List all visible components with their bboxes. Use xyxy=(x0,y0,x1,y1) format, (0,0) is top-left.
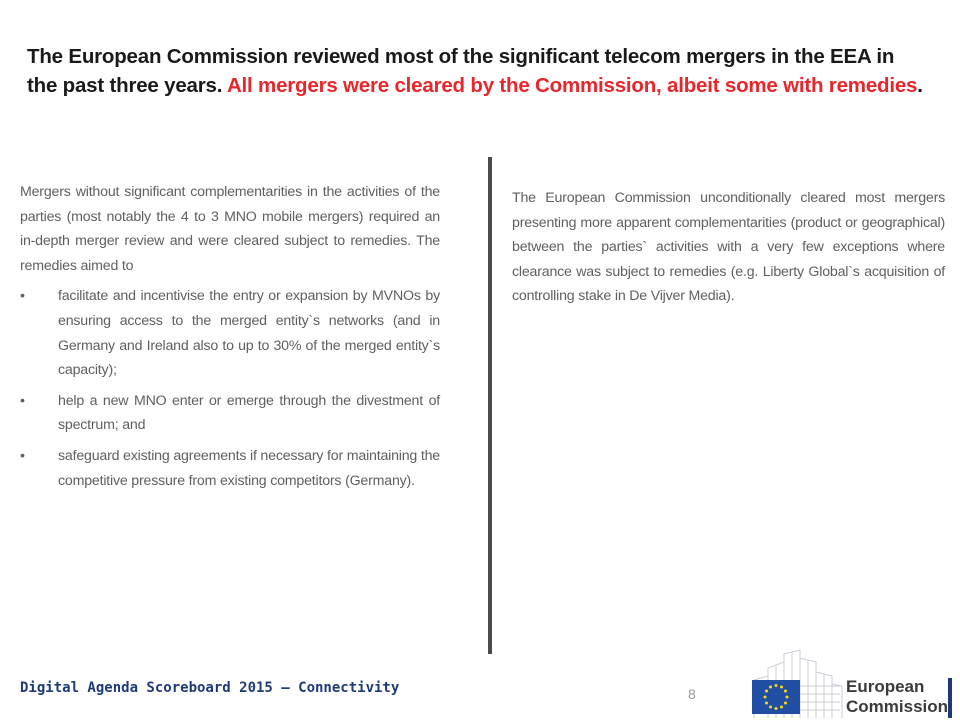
footer-label: Digital Agenda Scoreboard 2015 – Connectivity xyxy=(20,680,400,696)
list-item xyxy=(20,444,440,493)
column-divider xyxy=(488,157,492,654)
title-main: The European Commission reviewed most of the significant telecom mergers in the EEA in the past three years. xyxy=(27,45,895,97)
list-item-text: help a new MNO enter or emerge through the divestment of spectrum; and xyxy=(58,392,440,434)
logo-wordmark xyxy=(846,677,948,717)
page-number: 8 xyxy=(688,686,696,702)
right-text: The European Commission unconditionally cleared most mergers presenting more apparent complementarities (product or geographical) between the parties` activities with a very few exceptions where clearance was subject to remedies (e.g. Liberty Global`s acquisition of controlling stake in De Vijver Media). xyxy=(512,190,945,305)
title-period: . xyxy=(917,74,923,97)
bullet-icon: • xyxy=(20,447,25,464)
logo-accent-bar xyxy=(948,678,952,718)
left-intro: Mergers without significant complementarities in the activities of the parties (most notably the 4 to 3 MNO mobile mergers) required an in-depth merger review and were cleared subject to remedies. The remedies aimed to xyxy=(20,184,440,274)
list-item-text: safeguard existing agreements if necessary for maintaining the competitive pressure from existing competitors (Germany). xyxy=(58,447,440,489)
title-highlight: All mergers were cleared by the Commission, albeit some with remedies xyxy=(226,74,918,97)
list-item xyxy=(20,284,440,382)
list-item-text: facilitate and incentivise the entry or expansion by MVNOs by ensuring access to the merged entity`s networks (and in Germany and Ireland also to up to 30% of the merged entity`s capacity); xyxy=(58,288,440,379)
list-item xyxy=(20,389,440,438)
bullet-icon: • xyxy=(20,288,25,305)
logo-line-commission: Commission xyxy=(846,697,949,716)
bullet-icon: • xyxy=(20,392,25,409)
remedies-list xyxy=(20,284,440,493)
berlaymont-building-icon xyxy=(748,646,846,720)
right-column xyxy=(512,186,945,309)
left-column xyxy=(20,180,440,493)
european-commission-logo xyxy=(748,646,958,720)
logo-line-european: European xyxy=(846,677,925,696)
slide-title xyxy=(27,42,927,100)
